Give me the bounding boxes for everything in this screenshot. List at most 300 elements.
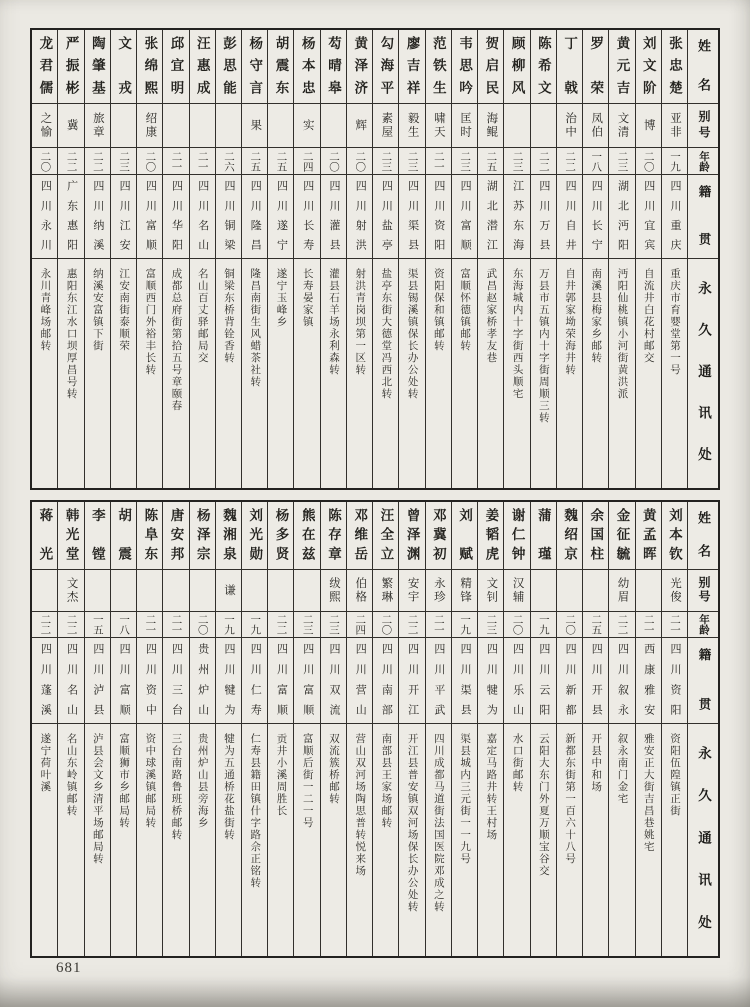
person-native-place: 四川乐山	[504, 638, 529, 724]
person-alias: 凤伯	[583, 104, 608, 148]
person-age: 二五	[268, 148, 293, 175]
person-alias: 文杰	[58, 570, 83, 612]
person-alias	[321, 104, 346, 148]
person-age: 二一	[426, 148, 451, 175]
person-name: 金征毓	[609, 502, 634, 570]
person-address: 盐亭东街大德堂冯西北转	[380, 268, 392, 400]
person-address: 纳溪安富镇下街	[91, 268, 103, 352]
person-name: 贺启民	[478, 30, 503, 104]
person-alias: 绂熙	[321, 570, 346, 612]
person-native-place: 四川新都	[557, 638, 582, 724]
person-address: 南溪县梅家乡邮转	[590, 268, 602, 364]
person-native-place: 四川万县	[531, 175, 556, 259]
person-native-place: 四川资中	[137, 638, 162, 724]
person-native-place: 四川名山	[58, 638, 83, 724]
person-column	[661, 30, 687, 488]
person-address: 灌县石羊场永利森转	[327, 268, 339, 376]
person-age: 二〇	[32, 148, 57, 175]
person-address: 江安南街泰顺荣	[118, 268, 130, 352]
person-address: 富顺怀德镇邮转	[459, 268, 471, 352]
person-column	[136, 502, 162, 956]
person-name: 黄元吉	[609, 30, 634, 104]
person-alias: 光俊	[662, 570, 687, 612]
person-name: 范铁生	[426, 30, 451, 104]
header-native-place: 籍贯	[688, 638, 718, 724]
person-address: 重庆市育婴堂第一号	[669, 268, 680, 376]
person-column	[635, 30, 661, 488]
person-address: 铜梁东桥背铨香转	[223, 268, 235, 364]
person-column	[215, 502, 241, 956]
person-address: 惠阳东江水口坝厚昌号转	[65, 268, 77, 400]
person-name: 陶肇基	[85, 30, 110, 104]
person-column	[320, 30, 346, 488]
person-alias: 冀	[58, 104, 83, 148]
person-age: 二〇	[190, 612, 215, 638]
person-alias	[111, 570, 136, 612]
person-address: 叙永南门金宅	[616, 733, 628, 805]
person-age: 一九	[216, 612, 241, 638]
header-age: 年龄	[688, 612, 718, 638]
person-address: 营山双河场陶思普转悦来场	[354, 733, 366, 877]
person-name: 彭思能	[216, 30, 241, 104]
person-native-place: 西康雅安	[636, 638, 661, 724]
person-address: 开县中和场	[590, 733, 602, 793]
person-column	[582, 30, 608, 488]
person-column	[162, 30, 188, 488]
person-column	[267, 502, 293, 956]
person-column	[503, 30, 529, 488]
person-native-place: 四川富顺	[111, 638, 136, 724]
person-column	[346, 502, 372, 956]
person-age: 二一	[163, 148, 188, 175]
person-address: 泸县会文乡清平场邮局转	[91, 733, 103, 865]
person-alias	[137, 570, 162, 612]
person-age: 二三	[399, 148, 424, 175]
person-native-place: 四川资阳	[426, 175, 451, 259]
person-address: 资阳保和镇邮转	[432, 268, 444, 352]
person-address: 沔阳仙桃镇小河街黄洪派	[616, 268, 628, 400]
person-column	[346, 30, 372, 488]
person-name: 杨本忠	[294, 30, 319, 104]
person-native-place: 四川三台	[163, 638, 188, 724]
person-age: 二五	[583, 612, 608, 638]
person-alias	[216, 104, 241, 148]
person-address: 贵州炉山县旁海乡	[196, 733, 208, 829]
person-alias	[531, 570, 556, 612]
person-native-place: 四川开江	[399, 638, 424, 724]
person-address: 遂宁荷叶溪	[39, 733, 51, 793]
person-column	[372, 502, 398, 956]
person-name: 杨多贤	[268, 502, 293, 570]
person-age: 二一	[190, 148, 215, 175]
person-native-place: 四川盐亭	[373, 175, 398, 259]
person-name: 黄泽济	[347, 30, 372, 104]
person-alias: 辉	[347, 104, 372, 148]
person-alias: 繁琳	[373, 570, 398, 612]
person-name: 罗荣	[583, 30, 608, 104]
person-column	[398, 30, 424, 488]
person-column	[189, 502, 215, 956]
person-address: 仁寿县籍田镇什字路佘正铭转	[249, 733, 261, 889]
person-column	[57, 30, 83, 488]
header-name: 姓名	[688, 502, 718, 570]
person-name: 蒋光	[32, 502, 57, 570]
person-native-place: 四川平武	[426, 638, 451, 724]
person-address: 双流簇桥邮转	[327, 733, 339, 805]
person-column	[241, 502, 267, 956]
person-native-place: 四川自井	[557, 175, 582, 259]
person-alias	[111, 104, 136, 148]
person-name: 芶晴皋	[321, 30, 346, 104]
person-name: 刘赋	[452, 502, 477, 570]
person-name: 陈存章	[321, 502, 346, 570]
person-age: 二三	[294, 612, 319, 638]
header-address: 永久通讯处	[696, 281, 711, 462]
person-column	[398, 502, 424, 956]
person-column	[110, 502, 136, 956]
person-native-place: 贵州炉山	[190, 638, 215, 724]
person-address: 雅安正大街吉昌巷姚宅	[642, 733, 654, 853]
person-name: 黄孟晖	[636, 502, 661, 570]
person-native-place: 四川宜宾	[636, 175, 661, 259]
person-native-place: 四川灌县	[321, 175, 346, 259]
person-name: 顾柳风	[504, 30, 529, 104]
person-address: 渠县城内三元街一一九号	[459, 733, 471, 865]
person-native-place: 四川渠县	[452, 638, 477, 724]
person-native-place: 四川泸县	[85, 638, 110, 724]
person-column	[267, 30, 293, 488]
person-native-place: 广东惠阳	[58, 175, 83, 259]
person-age: 二一	[163, 612, 188, 638]
person-address: 嘉定马路井转王村场	[485, 733, 497, 841]
person-native-place: 江苏东海	[504, 175, 529, 259]
person-age: 二五	[478, 148, 503, 175]
person-name: 廖吉祥	[399, 30, 424, 104]
person-name: 唐安邦	[163, 502, 188, 570]
person-alias: 伯格	[347, 570, 372, 612]
person-column	[477, 30, 503, 488]
person-age: 二三	[504, 148, 529, 175]
person-alias: 博	[636, 104, 661, 148]
person-column	[451, 502, 477, 956]
person-age: 二一	[137, 612, 162, 638]
person-address: 贡井小溪周胜长	[275, 733, 287, 817]
person-alias	[268, 570, 293, 612]
person-column	[241, 30, 267, 488]
person-name: 陈希文	[531, 30, 556, 104]
person-address: 武昌赵家桥孝友巷	[485, 268, 497, 364]
person-alias	[85, 570, 110, 612]
person-age: 二一	[662, 612, 687, 638]
person-alias: 实	[294, 104, 319, 148]
person-alias	[242, 570, 267, 612]
person-column	[477, 502, 503, 956]
person-native-place: 四川富顺	[137, 175, 162, 259]
person-native-place: 湖北潜江	[478, 175, 503, 259]
person-alias: 海鲲	[478, 104, 503, 148]
person-column	[425, 30, 451, 488]
person-age: 二三	[373, 148, 398, 175]
person-address: 四川成都马道街法国医院邓成之转	[432, 733, 444, 913]
person-name: 李镗	[85, 502, 110, 570]
person-age: 一九	[531, 612, 556, 638]
person-address: 资中球溪镇邮局转	[144, 733, 156, 829]
person-alias: 精锋	[452, 570, 477, 612]
person-native-place: 四川长宁	[583, 175, 608, 259]
person-age: 一九	[242, 612, 267, 638]
person-native-place: 四川富顺	[452, 175, 477, 259]
person-column	[32, 30, 57, 488]
person-address: 成都总府街第拾五号章颐春	[170, 268, 182, 412]
person-column	[372, 30, 398, 488]
person-name: 杨泽宗	[190, 502, 215, 570]
directory-table-bottom	[30, 500, 720, 958]
person-column	[84, 30, 110, 488]
person-alias: 汉辅	[504, 570, 529, 612]
person-age: 二二	[58, 612, 83, 638]
person-native-place: 四川犍为	[216, 638, 241, 724]
person-column	[162, 502, 188, 956]
person-age: 二三	[321, 612, 346, 638]
person-age: 二〇	[347, 148, 372, 175]
person-alias	[268, 104, 293, 148]
table-header-column	[687, 502, 718, 956]
person-name: 蒲瑾	[531, 502, 556, 570]
person-alias: 果	[242, 104, 267, 148]
person-alias	[190, 570, 215, 612]
person-native-place: 四川遂宁	[268, 175, 293, 259]
person-age: 二二	[557, 148, 582, 175]
person-alias: 永珍	[426, 570, 451, 612]
person-age: 二二	[58, 148, 83, 175]
person-address: 富顺西门外裕丰长转	[144, 268, 156, 376]
person-address: 新都东街第一百六十八号	[564, 733, 576, 865]
person-alias: 谦	[216, 570, 241, 612]
person-age: 二二	[32, 612, 57, 638]
person-address: 东海城内十字街西头顺宅	[511, 268, 523, 400]
person-native-place: 四川资阳	[662, 638, 687, 724]
person-native-place: 四川富顺	[268, 638, 293, 724]
header-age: 年龄	[688, 148, 718, 175]
person-native-place: 四川长寿	[294, 175, 319, 259]
person-column	[293, 502, 319, 956]
person-alias	[531, 104, 556, 148]
person-name: 刘文阶	[636, 30, 661, 104]
person-name: 汪惠成	[190, 30, 215, 104]
person-native-place: 四川纳溪	[85, 175, 110, 259]
header-alias: 别号	[688, 104, 718, 148]
person-column	[320, 502, 346, 956]
person-name: 曾泽渊	[399, 502, 424, 570]
person-address: 自流井白花村邮交	[642, 268, 654, 364]
person-column	[530, 502, 556, 956]
person-native-place: 四川名山	[190, 175, 215, 259]
person-address: 水口街邮转	[511, 733, 523, 793]
person-native-place: 四川双流	[321, 638, 346, 724]
person-address: 资阳伍隍镇正街	[669, 733, 680, 817]
person-age: 二一	[426, 612, 451, 638]
person-native-place: 四川江安	[111, 175, 136, 259]
person-native-place: 四川叙永	[609, 638, 634, 724]
person-age: 二二	[268, 612, 293, 638]
person-age: 二二	[609, 612, 634, 638]
person-address: 永川青峰场邮转	[39, 268, 51, 352]
person-alias: 匡时	[452, 104, 477, 148]
header-native-place: 籍贯	[688, 175, 718, 259]
person-alias: 幼眉	[609, 570, 634, 612]
person-column	[503, 502, 529, 956]
person-alias: 安宇	[399, 570, 424, 612]
person-native-place: 四川铜梁	[216, 175, 241, 259]
person-column	[425, 502, 451, 956]
person-address: 自井郭家坳荣海井转	[564, 268, 576, 376]
person-column	[556, 502, 582, 956]
person-name: 韦思吟	[452, 30, 477, 104]
person-native-place: 四川南部	[373, 638, 398, 724]
person-name: 刘本钦	[662, 502, 687, 570]
person-name: 姜韬虎	[478, 502, 503, 570]
person-column	[530, 30, 556, 488]
person-alias: 绍康	[137, 104, 162, 148]
person-address: 隆昌南街生风蜡茶社转	[249, 268, 261, 388]
person-native-place: 四川永川	[32, 175, 57, 259]
header-name: 姓名	[688, 30, 718, 104]
person-native-place: 四川富顺	[294, 638, 319, 724]
person-name: 邓冀初	[426, 502, 451, 570]
person-native-place: 四川营山	[347, 638, 372, 724]
person-age: 二三	[478, 612, 503, 638]
person-age: 二六	[216, 148, 241, 175]
person-column	[661, 502, 687, 956]
person-age: 二〇	[373, 612, 398, 638]
person-age: 二三	[452, 148, 477, 175]
person-address: 万县市五镇内十字街周顺三转	[537, 268, 549, 424]
person-native-place: 四川华阳	[163, 175, 188, 259]
person-name: 魏绍京	[557, 502, 582, 570]
person-alias: 文清	[609, 104, 634, 148]
person-column	[57, 502, 83, 956]
header-address: 永久通讯处	[696, 746, 711, 930]
person-alias: 素屋	[373, 104, 398, 148]
person-age: 一九	[662, 148, 687, 175]
person-age: 二〇	[321, 148, 346, 175]
person-alias: 毅生	[399, 104, 424, 148]
person-alias	[557, 570, 582, 612]
person-column	[110, 30, 136, 488]
person-address: 遂宁玉峰乡	[275, 268, 287, 328]
person-name: 陈阜东	[137, 502, 162, 570]
person-alias	[163, 104, 188, 148]
person-native-place: 湖北沔阳	[609, 175, 634, 259]
person-column	[189, 30, 215, 488]
person-name: 龙君儒	[32, 30, 57, 104]
person-column	[215, 30, 241, 488]
person-native-place: 四川蓬溪	[32, 638, 57, 724]
person-alias	[583, 570, 608, 612]
person-alias: 啸天	[426, 104, 451, 148]
person-column	[84, 502, 110, 956]
person-age: 二〇	[137, 148, 162, 175]
person-name: 杨守言	[242, 30, 267, 104]
directory-table-top	[30, 28, 720, 490]
person-name: 张绵熙	[137, 30, 162, 104]
person-age: 二三	[609, 148, 634, 175]
person-age: 二四	[294, 148, 319, 175]
person-alias	[32, 570, 57, 612]
person-alias	[163, 570, 188, 612]
person-name: 刘光勋	[242, 502, 267, 570]
person-name: 严振彬	[58, 30, 83, 104]
person-name: 勾海平	[373, 30, 398, 104]
person-age: 一九	[452, 612, 477, 638]
person-name: 韩光堂	[58, 502, 83, 570]
person-address: 南部县王家场邮转	[380, 733, 392, 829]
person-native-place: 四川射洪	[347, 175, 372, 259]
person-age: 二〇	[504, 612, 529, 638]
person-alias	[294, 570, 319, 612]
person-address: 三台南路鲁班桥邮转	[170, 733, 182, 841]
person-age: 二〇	[557, 612, 582, 638]
person-column	[451, 30, 477, 488]
person-native-place: 四川隆昌	[242, 175, 267, 259]
person-address: 富顺狮市乡邮局转	[118, 733, 130, 829]
person-name: 余国柱	[583, 502, 608, 570]
person-native-place: 四川开县	[583, 638, 608, 724]
person-name: 熊在兹	[294, 502, 319, 570]
person-age: 二五	[242, 148, 267, 175]
person-native-place: 四川云阳	[531, 638, 556, 724]
person-alias: 治中	[557, 104, 582, 148]
person-column	[608, 30, 634, 488]
person-age: 二一	[636, 612, 661, 638]
person-name: 谢仁钟	[504, 502, 529, 570]
person-column	[32, 502, 57, 956]
person-alias: 亚非	[662, 104, 687, 148]
person-address: 长寿晏家镇	[301, 268, 313, 328]
person-name: 文戎	[111, 30, 136, 104]
person-name: 汪全立	[373, 502, 398, 570]
person-age: 二〇	[636, 148, 661, 175]
person-age: 二三	[111, 148, 136, 175]
person-alias	[636, 570, 661, 612]
person-name: 丁戟	[557, 30, 582, 104]
person-name: 胡震东	[268, 30, 293, 104]
person-address: 云阳大东门外夏万顺宝谷交	[537, 733, 549, 877]
person-address: 名山百丈驿邮局交	[196, 268, 208, 364]
person-age: 一八	[111, 612, 136, 638]
person-age: 一八	[583, 148, 608, 175]
person-alias: 旅章	[85, 104, 110, 148]
person-age: 二二	[399, 612, 424, 638]
person-address: 富顺后街一二一号	[301, 733, 313, 829]
person-column	[582, 502, 608, 956]
person-alias: 之愉	[32, 104, 57, 148]
person-address: 名山东岭镇邮转	[65, 733, 77, 817]
person-native-place: 四川犍为	[478, 638, 503, 724]
person-column	[608, 502, 634, 956]
person-address: 犍为五通桥花盐街转	[223, 733, 235, 841]
person-address: 渠县锡溪镇保长办公处转	[406, 268, 418, 400]
person-column	[556, 30, 582, 488]
scan-edge-shadow	[0, 977, 750, 1007]
header-alias: 别号	[688, 570, 718, 612]
person-name: 邱宜明	[163, 30, 188, 104]
person-alias	[190, 104, 215, 148]
page-number: 681	[56, 960, 82, 976]
person-name: 魏湘泉	[216, 502, 241, 570]
person-column	[136, 30, 162, 488]
person-address: 开江县普安镇双河场保长办公处转	[406, 733, 418, 913]
